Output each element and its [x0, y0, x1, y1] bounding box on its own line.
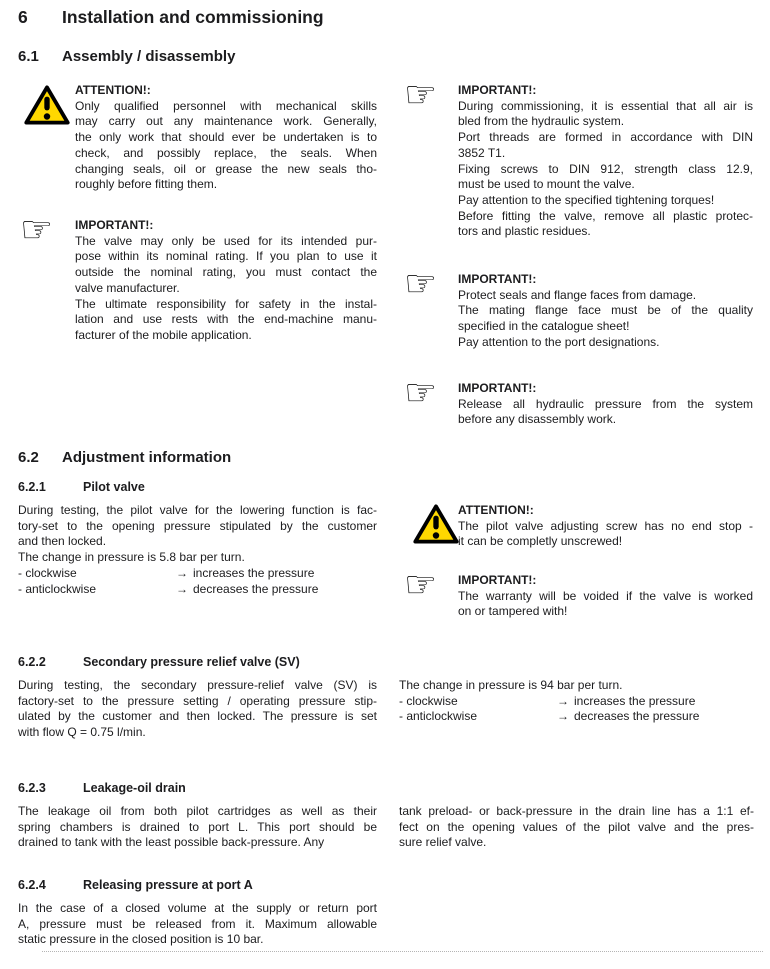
section-heading-6-2 — [18, 448, 231, 468]
paragraph-releasing-pressure — [18, 901, 377, 948]
chapter-title: Installation and commissioning — [62, 7, 324, 27]
notice-label: ATTENTION!: — [75, 83, 151, 97]
adjustment-direction-rows: - clockwise → increases the pressure - anticlockwise → decreases the pressure — [18, 565, 319, 596]
paragraph-sv-right — [399, 678, 754, 725]
page-bottom-rule — [42, 951, 763, 952]
section-heading-6-1 — [18, 47, 235, 67]
paragraph-pilot-valve — [18, 503, 377, 597]
adjustment-direction-rows: - clockwise → increases the pressure - anticlockwise → decreases the pressure — [399, 693, 700, 724]
paragraph-leakage-right — [399, 804, 754, 851]
section-heading-6-2-1 — [18, 479, 145, 496]
section-title: Pilot valve — [83, 480, 145, 494]
section-number: 6.2.2 — [18, 655, 46, 669]
pointing-hand-icon: ☞ — [404, 73, 438, 116]
paragraph-text: During testing, the pilot valve for the lowering function is fac- tory-set to the opening pressure stipulated by the customer and then locked. The change in pressure is 5.8 bar per turn. — [18, 503, 377, 565]
paragraph-text: The change in pressure is 94 bar per turn. — [399, 678, 623, 692]
notice-important-release-pressure — [404, 371, 753, 428]
notice-text: The warranty will be voided if the valve is worked on or tampered with! — [458, 588, 753, 619]
section-title: Assembly / disassembly — [62, 48, 236, 65]
notice-important-seals — [404, 262, 753, 351]
notice-important-warranty — [404, 563, 753, 620]
notice-text: Release all hydraulic pressure from the system before any disassembly work. — [458, 396, 753, 427]
section-heading-6-2-3 — [18, 780, 186, 797]
pointing-hand-icon: ☞ — [404, 262, 438, 305]
warning-triangle-icon — [413, 504, 459, 544]
notice-text: Only qualified personnel with mechanical skills may carry out any maintenance work. Generally, the only work that should ever be undertaken is to check, and possibly replace, the seals. When changing seals, oil or grease the new seals tho- roughly before fitting them. — [75, 98, 377, 192]
section-title: Leakage-oil drain — [83, 781, 186, 795]
notice-label: IMPORTANT!: — [458, 381, 537, 395]
paragraph-sv-left — [18, 678, 377, 741]
notice-important-commissioning — [404, 73, 753, 240]
section-title: Releasing pressure at port A — [83, 878, 253, 892]
chapter-heading — [18, 6, 324, 28]
paragraph-leakage-left — [18, 804, 377, 851]
section-number: 6.2.3 — [18, 781, 46, 795]
notice-text: During commissioning, it is essential that all air is bled from the hydraulic system. Port threads are formed in accordance with DIN 3852 T1. Fixing screws to DIN 912, strength class 12.9, must be used to mount the valve. Pay attention to the specified tightening torques! Before fitting the valve, remove all plastic protec- tors and plastic residues. — [458, 98, 753, 239]
paragraph-text: tank preload- or back-pressure in the drain line has a 1:1 ef- fect on the opening values of the pilot valve and the pres- sure relief valve. — [399, 804, 754, 850]
pointing-hand-icon: ☞ — [404, 371, 438, 414]
paragraph-text: The leakage oil from both pilot cartridges as well as their spring chambers is drained to port L. This port should be drained to tank with the least possible back-pressure. Any — [18, 804, 377, 850]
paragraph-text: During testing, the secondary pressure-relief valve (SV) is factory-set to the pressure setting / operating pressure stip- ulated by the customer and then locked. The pressure is set with flow Q = 0.75 l/min. — [18, 678, 377, 740]
paragraph-text: In the case of a closed volume at the supply or return port A, pressure must be released from it. Maximum allowable static pressure in the closed position is 10 bar. — [18, 901, 377, 947]
notice-label: IMPORTANT!: — [458, 83, 537, 97]
notice-label: IMPORTANT!: — [458, 573, 537, 587]
section-number: 6.2.1 — [18, 480, 46, 494]
notice-attention-endstop — [405, 503, 753, 550]
section-title: Adjustment information — [62, 449, 232, 466]
section-number: 6.1 — [18, 48, 39, 65]
notice-text: The pilot valve adjusting screw has no end stop - it can be completly unscrewed! — [458, 518, 753, 549]
notice-label: ATTENTION!: — [458, 503, 534, 517]
notice-label: IMPORTANT!: — [75, 218, 154, 232]
pointing-hand-icon: ☞ — [404, 563, 438, 606]
notice-label: IMPORTANT!: — [458, 272, 537, 286]
chapter-number: 6 — [18, 7, 28, 27]
notice-text: Protect seals and flange faces from damage. The mating flange face must be of the quality specified in the catalogue sheet! Pay attention to the port designations. — [458, 287, 753, 349]
warning-triangle-icon — [24, 85, 70, 125]
section-number: 6.2 — [18, 449, 39, 466]
notice-important-valve-use — [20, 208, 377, 344]
notice-text: The valve may only be used for its intended pur- pose within its nominal rating. If you plan to use it outside the nominal rating, you must contact the valve manufacturer. The ultimate responsibility for safety in the instal- lation and use rests with the end-machine manu- facturer of the mobile application. — [75, 233, 377, 342]
section-heading-6-2-2 — [18, 654, 300, 671]
section-heading-6-2-4 — [18, 877, 253, 894]
section-number: 6.2.4 — [18, 878, 46, 892]
section-title: Secondary pressure relief valve (SV) — [83, 655, 300, 669]
pointing-hand-icon: ☞ — [20, 208, 54, 251]
notice-attention-assembly — [26, 83, 377, 193]
